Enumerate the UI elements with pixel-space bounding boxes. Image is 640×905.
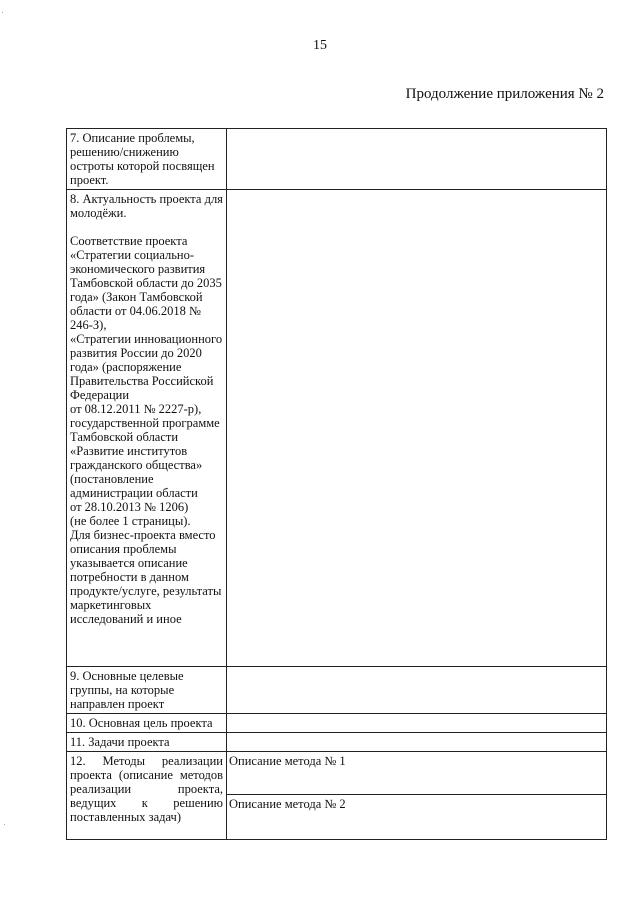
relevance-order-date: от 08.12.2011 № 2227-р),	[70, 402, 202, 416]
project-form-table	[66, 128, 607, 840]
table-row	[67, 667, 607, 714]
row-value-problem[interactable]	[227, 129, 607, 190]
row-value-methods	[227, 752, 607, 840]
relevance-resolution-date: от 28.10.2013 № 1206)	[70, 500, 189, 514]
row-label-methods: 12. Методы реализации проекта (описание методов реализации проекта, ведущих к решению поставленных задач)	[67, 752, 227, 840]
row-label-target-groups: 9. Основные целевые группы, на которые направлен проект	[67, 667, 227, 714]
table-row	[67, 752, 607, 840]
table-row	[67, 733, 607, 752]
row-label-tasks: 11. Задачи проекта	[67, 733, 227, 752]
table-row	[67, 129, 607, 190]
method-2-description[interactable]: Описание метода № 2	[227, 794, 606, 839]
relevance-strategy-2035: Соответствие проекта «Стратегии социально-экономического развития Тамбовской области до 2035 года» (Закон Тамбовской области от 04.06.2018 № 246-З),	[70, 234, 222, 332]
scan-speck	[4, 824, 5, 825]
page-number: 15	[313, 38, 327, 53]
row-value-target-groups[interactable]	[227, 667, 607, 714]
appendix-continuation-title: Продолжение приложения № 2	[405, 86, 604, 102]
row-label-main-goal: 10. Основная цель проекта	[67, 714, 227, 733]
relevance-page-limit: (не более 1 страницы).	[70, 514, 191, 528]
table-row	[67, 714, 607, 733]
row-value-main-goal[interactable]	[227, 714, 607, 733]
relevance-state-program: государственной программе Тамбовской области «Развитие институтов гражданского общества» (постановление администрации области	[70, 416, 220, 500]
scan-speck	[2, 12, 3, 13]
row-label-problem: 7. Описание проблемы, решению/снижению остроты которой посвящен проект.	[67, 129, 227, 190]
relevance-title: 8. Актуальность проекта для молодёжи.	[70, 192, 223, 220]
table-row	[67, 190, 607, 667]
row-label-relevance	[67, 190, 227, 667]
row-value-relevance[interactable]	[227, 190, 607, 667]
row-value-tasks[interactable]	[227, 733, 607, 752]
method-1-description[interactable]: Описание метода № 1	[229, 754, 346, 768]
relevance-strategy-innovation: «Стратегии инновационного развития России до 2020 года» (распоряжение Правительства Российской Федерации	[70, 332, 223, 402]
relevance-business-note: Для бизнес-проекта вместо описания проблемы указывается описание потребности в данном продукте/услуге, результаты маркетинговых исследований и иное	[70, 528, 222, 626]
